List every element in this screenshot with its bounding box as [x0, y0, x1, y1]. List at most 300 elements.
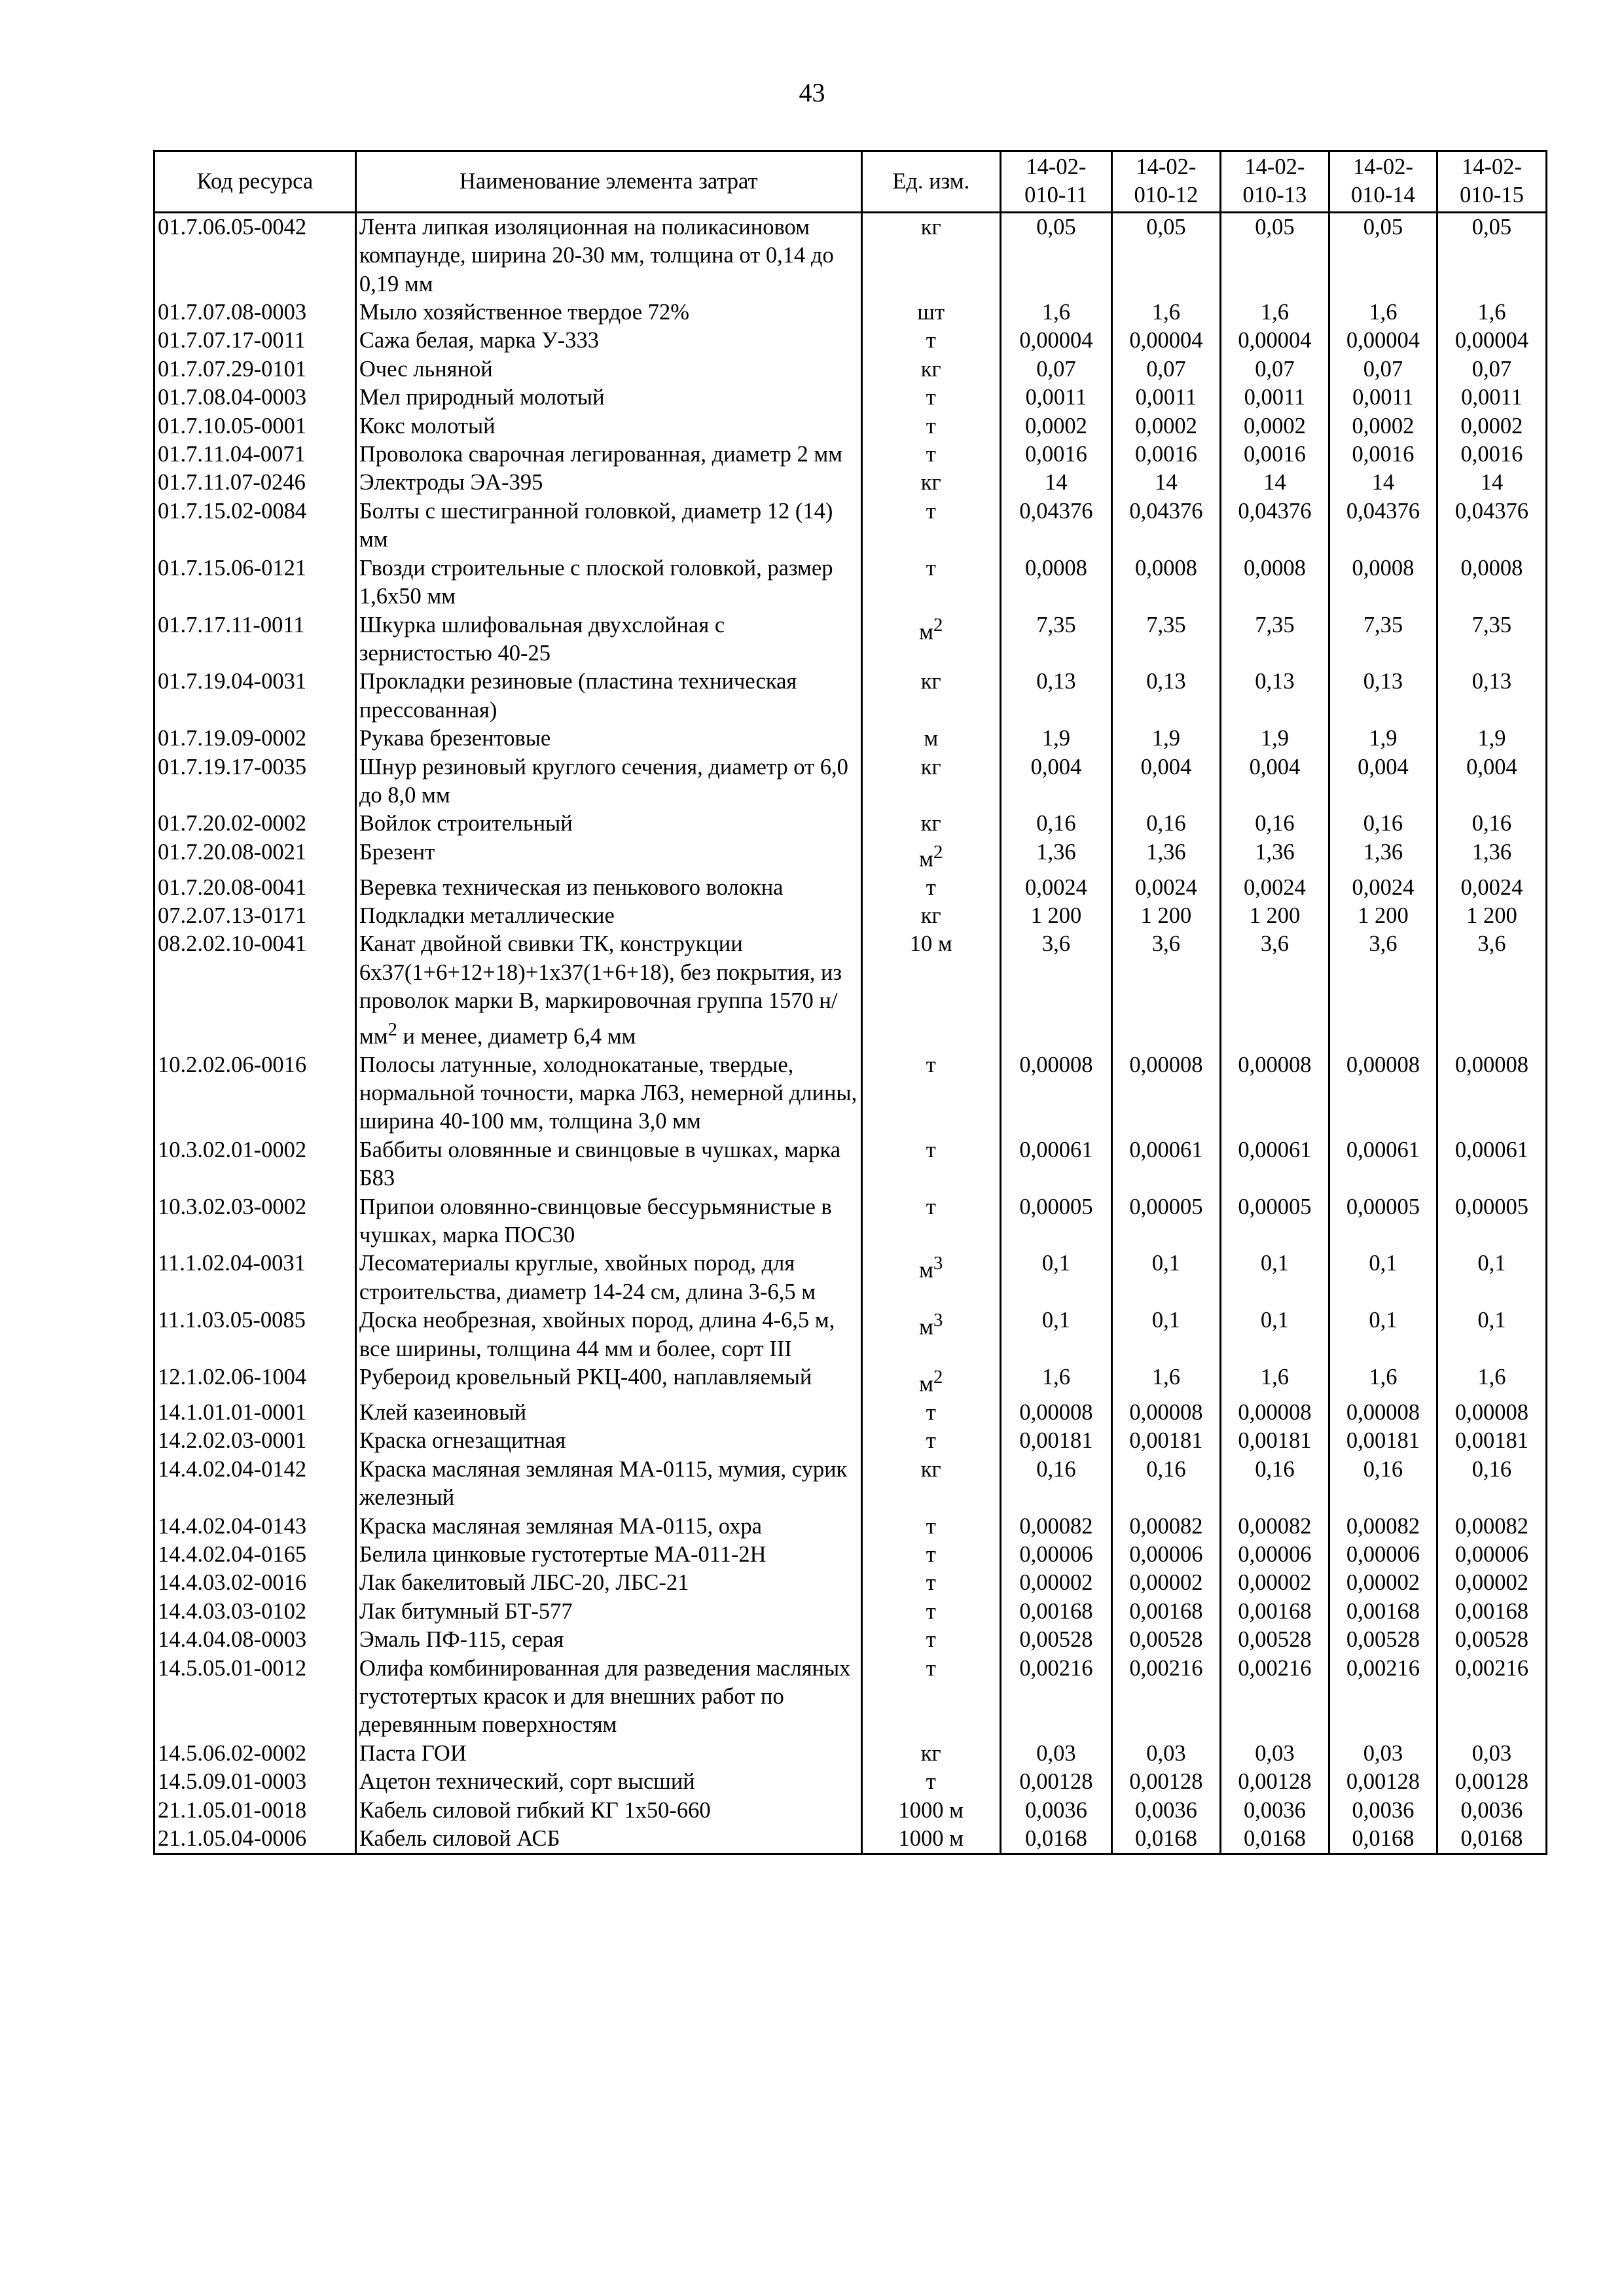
resource-code: 01.7.20.02-0002	[154, 810, 356, 838]
resource-value: 0,00128	[1000, 1768, 1111, 1796]
resource-value: 0,00216	[1329, 1655, 1437, 1740]
resource-value: 0,16	[1437, 810, 1546, 838]
resource-value: 0,00061	[1437, 1136, 1546, 1193]
resource-value: 0,00002	[1111, 1569, 1220, 1597]
resource-value: 0,00216	[1220, 1655, 1329, 1740]
resource-code: 01.7.08.04-0003	[154, 384, 356, 412]
resource-value: 0,13	[1000, 668, 1111, 725]
table-row	[154, 212, 1547, 298]
resource-unit: 10 м	[861, 930, 1000, 1050]
resource-value: 0,04376	[1329, 497, 1437, 554]
resource-value: 0,05	[1220, 212, 1329, 298]
table-row	[154, 1740, 1547, 1768]
table-row	[154, 355, 1547, 384]
resource-value: 0,03	[1000, 1740, 1111, 1768]
resource-value: 7,35	[1000, 611, 1111, 668]
resource-value: 0,00082	[1220, 1513, 1329, 1541]
resource-code: 01.7.10.05-0001	[154, 412, 356, 440]
table-row	[154, 1626, 1547, 1654]
header-col-11: 14-02- 010-11	[1000, 151, 1111, 213]
resource-name: Доска необрезная, хвойных пород, длина 4-6,5 м, все ширины, толщина 44 мм и более, сорт III	[355, 1306, 861, 1363]
resource-value: 0,07	[1111, 355, 1220, 384]
resource-unit: шт	[861, 298, 1000, 327]
resource-unit: кг	[861, 902, 1000, 930]
table-row	[154, 1598, 1547, 1626]
header-col-13: 14-02- 010-13	[1220, 151, 1329, 213]
resource-value: 0,00008	[1220, 1051, 1329, 1136]
table-row	[154, 1456, 1547, 1513]
resource-value: 7,35	[1220, 611, 1329, 668]
resource-code: 12.1.02.06-1004	[154, 1363, 356, 1399]
table-row	[154, 930, 1547, 1050]
resource-name: Электроды ЭА-395	[355, 469, 861, 497]
resource-value: 1,6	[1111, 298, 1220, 327]
resource-name: Мыло хозяйственное твердое 72%	[355, 298, 861, 327]
resource-name: Войлок строительный	[355, 810, 861, 838]
resource-name: Клей казеиновый	[355, 1399, 861, 1427]
resource-value: 0,004	[1329, 753, 1437, 810]
resource-value: 0,0011	[1111, 384, 1220, 412]
table-row	[154, 902, 1547, 930]
resource-code: 01.7.15.02-0084	[154, 497, 356, 554]
resource-value: 0,00008	[1000, 1399, 1111, 1427]
resource-value: 0,00002	[1220, 1569, 1329, 1597]
resource-value: 0,00528	[1000, 1626, 1111, 1654]
resource-code: 01.7.15.06-0121	[154, 554, 356, 611]
resource-value: 1,9	[1220, 725, 1329, 753]
resource-value: 0,1	[1111, 1306, 1220, 1363]
resource-value: 3,6	[1220, 930, 1329, 1050]
resource-value: 14	[1329, 469, 1437, 497]
resource-name: Краска масляная земляная МА-0115, мумия, сурик железный	[355, 1456, 861, 1513]
resource-value: 0,0002	[1000, 412, 1111, 440]
resource-name: Полосы латунные, холоднокатаные, твердые, нормальной точности, марка Л63, немерной длины, ширина 40-100 мм, толщина 3,0 мм	[355, 1051, 861, 1136]
resource-unit: т	[861, 1569, 1000, 1597]
table-row	[154, 753, 1547, 810]
resource-value: 0,1	[1220, 1249, 1329, 1306]
table-row	[154, 1051, 1547, 1136]
resource-value: 0,07	[1220, 355, 1329, 384]
resource-name: Кокс молотый	[355, 412, 861, 440]
resource-value: 0,16	[1111, 1456, 1220, 1513]
resource-unit: т	[861, 1427, 1000, 1455]
resource-unit: т	[861, 1598, 1000, 1626]
resource-value: 3,6	[1437, 930, 1546, 1050]
resource-value: 0,0011	[1329, 384, 1437, 412]
resource-value: 0,00004	[1220, 327, 1329, 355]
resource-name: Краска масляная земляная МА-0115, охра	[355, 1513, 861, 1541]
resource-value: 0,00008	[1437, 1051, 1546, 1136]
resource-code: 14.4.02.04-0143	[154, 1513, 356, 1541]
resource-value: 0,00002	[1437, 1569, 1546, 1597]
resource-value: 0,03	[1220, 1740, 1329, 1768]
resource-value: 0,00008	[1329, 1399, 1437, 1427]
resource-code: 11.1.03.05-0085	[154, 1306, 356, 1363]
resource-value: 0,00128	[1220, 1768, 1329, 1796]
resource-value: 1,6	[1000, 1363, 1111, 1399]
resource-value: 0,00006	[1329, 1541, 1437, 1569]
resource-value: 0,07	[1329, 355, 1437, 384]
resource-name: Прокладки резиновые (пластина техническая прессованная)	[355, 668, 861, 725]
resource-name: Гвозди строительные с плоской головкой, размер 1,6х50 мм	[355, 554, 861, 611]
resource-code: 14.4.03.03-0102	[154, 1598, 356, 1626]
resource-unit: т	[861, 440, 1000, 469]
resource-value: 0,00181	[1437, 1427, 1546, 1455]
resource-code: 08.2.02.10-0041	[154, 930, 356, 1050]
resource-value: 0,16	[1000, 1456, 1111, 1513]
resource-value: 0,00168	[1220, 1598, 1329, 1626]
resource-value: 0,0016	[1111, 440, 1220, 469]
resource-value: 1,6	[1111, 1363, 1220, 1399]
resource-value: 7,35	[1437, 611, 1546, 668]
resource-unit: кг	[861, 753, 1000, 810]
resource-table	[153, 150, 1547, 1855]
resource-value: 0,0011	[1000, 384, 1111, 412]
resource-value: 1,6	[1220, 1363, 1329, 1399]
resource-value: 0,00181	[1220, 1427, 1329, 1455]
table-row	[154, 469, 1547, 497]
resource-name: Сажа белая, марка У-333	[355, 327, 861, 355]
resource-value: 0,00061	[1329, 1136, 1437, 1193]
table-row	[154, 1513, 1547, 1541]
resource-value: 0,00002	[1329, 1569, 1437, 1597]
resource-name: Ацетон технический, сорт высший	[355, 1768, 861, 1796]
header-name: Наименование элемента затрат	[355, 151, 861, 213]
resource-code: 01.7.06.05-0042	[154, 212, 356, 298]
resource-value: 0,16	[1329, 1456, 1437, 1513]
resource-value: 0,00008	[1220, 1399, 1329, 1427]
resource-value: 0,0016	[1329, 440, 1437, 469]
resource-value: 14	[1000, 469, 1111, 497]
resource-name: Канат двойной свивки ТК, конструкции 6х37(1+6+12+18)+1х37(1+6+18), без покрытия, из проволок марки В, маркировочная группа 1570 $н/мм^2$ и менее, диаметр 6,4 мм	[355, 930, 861, 1050]
resource-value: 0,0002	[1437, 412, 1546, 440]
resource-value: 0,05	[1111, 212, 1220, 298]
resource-value: 0,16	[1329, 810, 1437, 838]
resource-name: Припои оловянно-свинцовые бессурьмянистые в чушках, марка ПОС30	[355, 1193, 861, 1250]
resource-value: 0,0002	[1111, 412, 1220, 440]
resource-unit: кг	[861, 355, 1000, 384]
table-row	[154, 838, 1547, 874]
resource-value: 0,0011	[1437, 384, 1546, 412]
resource-code: 01.7.20.08-0041	[154, 874, 356, 902]
resource-value: 14	[1220, 469, 1329, 497]
resource-value: 0,13	[1220, 668, 1329, 725]
resource-code: 01.7.19.04-0031	[154, 668, 356, 725]
resource-value: 0,0036	[1437, 1797, 1546, 1825]
resource-value: 0,00005	[1111, 1193, 1220, 1250]
table-row	[154, 327, 1547, 355]
resource-unit: т	[861, 384, 1000, 412]
resource-value: 0,16	[1437, 1456, 1546, 1513]
resource-unit: т	[861, 412, 1000, 440]
resource-value: 1,36	[1220, 838, 1329, 874]
table-row	[154, 1768, 1547, 1796]
resource-value: 1,6	[1329, 298, 1437, 327]
resource-value: 1 200	[1220, 902, 1329, 930]
resource-value: 0,03	[1329, 1740, 1437, 1768]
resource-value: 0,00128	[1437, 1768, 1546, 1796]
resource-name: Лак битумный БТ-577	[355, 1598, 861, 1626]
resource-value: 0,00082	[1329, 1513, 1437, 1541]
resource-value: 0,0036	[1220, 1797, 1329, 1825]
resource-value: 0,0011	[1220, 384, 1329, 412]
resource-code: 01.7.11.04-0071	[154, 440, 356, 469]
resource-value: 0,00168	[1437, 1598, 1546, 1626]
resource-value: 0,1	[1437, 1306, 1546, 1363]
resource-value: 0,00006	[1437, 1541, 1546, 1569]
table-body	[154, 212, 1547, 1854]
table-row	[154, 497, 1547, 554]
resource-unit: кг	[861, 212, 1000, 298]
resource-unit: м	[861, 725, 1000, 753]
resource-code: 01.7.17.11-0011	[154, 611, 356, 668]
resource-value: 0,0008	[1437, 554, 1546, 611]
resource-value: 0,00181	[1000, 1427, 1111, 1455]
resource-value: 0,05	[1437, 212, 1546, 298]
resource-code: 14.4.03.02-0016	[154, 1569, 356, 1597]
header-col-12: 14-02- 010-12	[1111, 151, 1220, 213]
resource-value: 1 200	[1000, 902, 1111, 930]
resource-value: 0,0168	[1329, 1825, 1437, 1854]
resource-unit: т	[861, 1193, 1000, 1250]
resource-value: 0,00005	[1329, 1193, 1437, 1250]
resource-value: 0,0024	[1000, 874, 1111, 902]
resource-name: Подкладки металлические	[355, 902, 861, 930]
resource-code: 01.7.07.17-0011	[154, 327, 356, 355]
table-row	[154, 554, 1547, 611]
resource-value: 0,00216	[1437, 1655, 1546, 1740]
resource-unit: т	[861, 1051, 1000, 1136]
resource-name: Лента липкая изоляционная на поликасиновом компаунде, ширина 20-30 мм, толщина от 0,14 до 0,19 мм	[355, 212, 861, 298]
resource-value: 0,0168	[1000, 1825, 1111, 1854]
table-row	[154, 1249, 1547, 1306]
resource-name: Шкурка шлифовальная двухслойная с зернистостью 40-25	[355, 611, 861, 668]
table-row	[154, 725, 1547, 753]
resource-name: Кабель силовой гибкий КГ 1х50-660	[355, 1797, 861, 1825]
resource-unit: т	[861, 497, 1000, 554]
resource-value: 0,00005	[1000, 1193, 1111, 1250]
resource-name: Эмаль ПФ-115, серая	[355, 1626, 861, 1654]
resource-code: 01.7.07.08-0003	[154, 298, 356, 327]
resource-unit: т	[861, 1513, 1000, 1541]
resource-value: 0,13	[1437, 668, 1546, 725]
resource-value: 1 200	[1437, 902, 1546, 930]
resource-unit: кг	[861, 1740, 1000, 1768]
resource-value: 0,04376	[1220, 497, 1329, 554]
resource-value: 0,00008	[1437, 1399, 1546, 1427]
resource-value: 0,0036	[1000, 1797, 1111, 1825]
resource-unit: т	[861, 1136, 1000, 1193]
table-row	[154, 1655, 1547, 1740]
resource-value: 0,0024	[1437, 874, 1546, 902]
table-row	[154, 1427, 1547, 1455]
resource-value: 1,9	[1111, 725, 1220, 753]
resource-unit: $м^2$	[861, 838, 1000, 874]
resource-value: 0,00181	[1111, 1427, 1220, 1455]
resource-value: 0,0016	[1000, 440, 1111, 469]
resource-value: 0,07	[1437, 355, 1546, 384]
resource-name: Белила цинковые густотертые МА-011-2Н	[355, 1541, 861, 1569]
resource-value: 0,0008	[1329, 554, 1437, 611]
resource-value: 0,0024	[1220, 874, 1329, 902]
resource-value: 1,6	[1329, 1363, 1437, 1399]
resource-value: 0,16	[1220, 810, 1329, 838]
resource-code: 14.4.02.04-0142	[154, 1456, 356, 1513]
resource-code: 01.7.19.17-0035	[154, 753, 356, 810]
resource-unit: кг	[861, 1456, 1000, 1513]
resource-value: 0,00061	[1000, 1136, 1111, 1193]
resource-code: 01.7.19.09-0002	[154, 725, 356, 753]
resource-value: 0,04376	[1000, 497, 1111, 554]
resource-value: 0,00004	[1111, 327, 1220, 355]
resource-name: Краска огнезащитная	[355, 1427, 861, 1455]
resource-value: 0,1	[1329, 1306, 1437, 1363]
resource-unit: т	[861, 1626, 1000, 1654]
resource-value: 0,1	[1000, 1306, 1111, 1363]
resource-value: 0,00061	[1220, 1136, 1329, 1193]
table-row	[154, 1136, 1547, 1193]
resource-code: 10.2.02.06-0016	[154, 1051, 356, 1136]
resource-value: 0,00004	[1437, 327, 1546, 355]
resource-value: 0,0008	[1000, 554, 1111, 611]
resource-code: 01.7.11.07-0246	[154, 469, 356, 497]
header-col-14: 14-02- 010-14	[1329, 151, 1437, 213]
resource-value: 0,00528	[1329, 1626, 1437, 1654]
table-row	[154, 1797, 1547, 1825]
resource-value: 0,00005	[1220, 1193, 1329, 1250]
table-row	[154, 1306, 1547, 1363]
resource-value: 0,03	[1111, 1740, 1220, 1768]
header-col-15: 14-02- 010-15	[1437, 151, 1546, 213]
table-row	[154, 1363, 1547, 1399]
resource-code: 10.3.02.03-0002	[154, 1193, 356, 1250]
resource-value: 1,6	[1437, 1363, 1546, 1399]
resource-unit: т	[861, 1541, 1000, 1569]
resource-value: 0,0002	[1329, 412, 1437, 440]
resource-value: 3,6	[1000, 930, 1111, 1050]
resource-value: 0,0168	[1111, 1825, 1220, 1854]
resource-value: 0,00006	[1000, 1541, 1111, 1569]
resource-value: 1,9	[1000, 725, 1111, 753]
resource-value: 1,36	[1329, 838, 1437, 874]
resource-value: 0,1	[1111, 1249, 1220, 1306]
resource-name: Лак бакелитовый ЛБС-20, ЛБС-21	[355, 1569, 861, 1597]
resource-name: Болты с шестигранной головкой, диаметр 12 (14) мм	[355, 497, 861, 554]
resource-unit: т	[861, 1768, 1000, 1796]
resource-name: Проволока сварочная легированная, диаметр 2 мм	[355, 440, 861, 469]
table-row	[154, 611, 1547, 668]
table-row	[154, 412, 1547, 440]
table-row	[154, 1825, 1547, 1854]
table-row	[154, 1541, 1547, 1569]
resource-value: 0,00216	[1000, 1655, 1111, 1740]
resource-value: 0,00082	[1437, 1513, 1546, 1541]
resource-code: 14.1.01.01-0001	[154, 1399, 356, 1427]
resource-code: 14.5.09.01-0003	[154, 1768, 356, 1796]
header-code: Код ресурса	[154, 151, 356, 213]
resource-value: 0,00082	[1000, 1513, 1111, 1541]
resource-name: Паста ГОИ	[355, 1740, 861, 1768]
resource-value: 1,6	[1000, 298, 1111, 327]
resource-value: 0,00528	[1437, 1626, 1546, 1654]
resource-value: 1,6	[1437, 298, 1546, 327]
resource-value: 1,9	[1329, 725, 1437, 753]
resource-code: 14.5.06.02-0002	[154, 1740, 356, 1768]
resource-name: Очес льняной	[355, 355, 861, 384]
resource-unit: кг	[861, 810, 1000, 838]
resource-value: 0,00061	[1111, 1136, 1220, 1193]
table-row	[154, 1193, 1547, 1250]
resource-value: 0,00216	[1111, 1655, 1220, 1740]
resource-code: 21.1.05.04-0006	[154, 1825, 356, 1854]
resource-value: 0,13	[1111, 668, 1220, 725]
resource-value: 0,00002	[1000, 1569, 1111, 1597]
resource-value: 0,16	[1111, 810, 1220, 838]
resource-value: 0,004	[1000, 753, 1111, 810]
resource-value: 0,00168	[1111, 1598, 1220, 1626]
resource-value: 0,00008	[1111, 1399, 1220, 1427]
resource-unit: кг	[861, 469, 1000, 497]
resource-value: 0,1	[1437, 1249, 1546, 1306]
resource-name: Шнур резиновый круглого сечения, диаметр от 6,0 до 8,0 мм	[355, 753, 861, 810]
resource-name: Мел природный молотый	[355, 384, 861, 412]
resource-unit: 1000 м	[861, 1825, 1000, 1854]
resource-value: 0,0036	[1111, 1797, 1220, 1825]
resource-value: 0,0008	[1220, 554, 1329, 611]
resource-value: 0,0016	[1220, 440, 1329, 469]
resource-code: 14.4.02.04-0165	[154, 1541, 356, 1569]
resource-value: 0,0008	[1111, 554, 1220, 611]
resource-value: 0,07	[1000, 355, 1111, 384]
resource-value: 0,1	[1000, 1249, 1111, 1306]
resource-value: 1,36	[1111, 838, 1220, 874]
resource-value: 3,6	[1329, 930, 1437, 1050]
page-number: 43	[799, 78, 825, 107]
resource-value: 0,00008	[1000, 1051, 1111, 1136]
resource-code: 14.5.05.01-0012	[154, 1655, 356, 1740]
resource-code: 01.7.07.29-0101	[154, 355, 356, 384]
resource-value: 0,05	[1329, 212, 1437, 298]
resource-value: 0,00008	[1111, 1051, 1220, 1136]
resource-value: 14	[1437, 469, 1546, 497]
resource-value: 14	[1111, 469, 1220, 497]
table-row	[154, 1569, 1547, 1597]
resource-code: 07.2.07.13-0171	[154, 902, 356, 930]
resource-value: 0,00128	[1111, 1768, 1220, 1796]
resource-unit: т	[861, 1399, 1000, 1427]
resource-name: Лесоматериалы круглые, хвойных пород, для строительства, диаметр 14-24 см, длина 3-6,5 м	[355, 1249, 861, 1306]
resource-unit: 1000 м	[861, 1797, 1000, 1825]
table-row	[154, 384, 1547, 412]
resource-value: 0,00006	[1111, 1541, 1220, 1569]
resource-unit: т	[861, 327, 1000, 355]
resource-value: 3,6	[1111, 930, 1220, 1050]
resource-name: Веревка техническая из пенькового волокна	[355, 874, 861, 902]
resource-value: 0,0024	[1329, 874, 1437, 902]
resource-value: 0,13	[1329, 668, 1437, 725]
resource-value: 1,6	[1220, 298, 1329, 327]
resource-value: 0,16	[1220, 1456, 1329, 1513]
resource-value: 0,1	[1220, 1306, 1329, 1363]
resource-value: 0,004	[1111, 753, 1220, 810]
resource-value: 0,00004	[1000, 327, 1111, 355]
resource-unit: кг	[861, 668, 1000, 725]
resource-value: 0,00082	[1111, 1513, 1220, 1541]
resource-value: 1 200	[1111, 902, 1220, 930]
resource-value: 0,0168	[1437, 1825, 1546, 1854]
resource-value: 0,004	[1437, 753, 1546, 810]
resource-value: 0,04376	[1437, 497, 1546, 554]
